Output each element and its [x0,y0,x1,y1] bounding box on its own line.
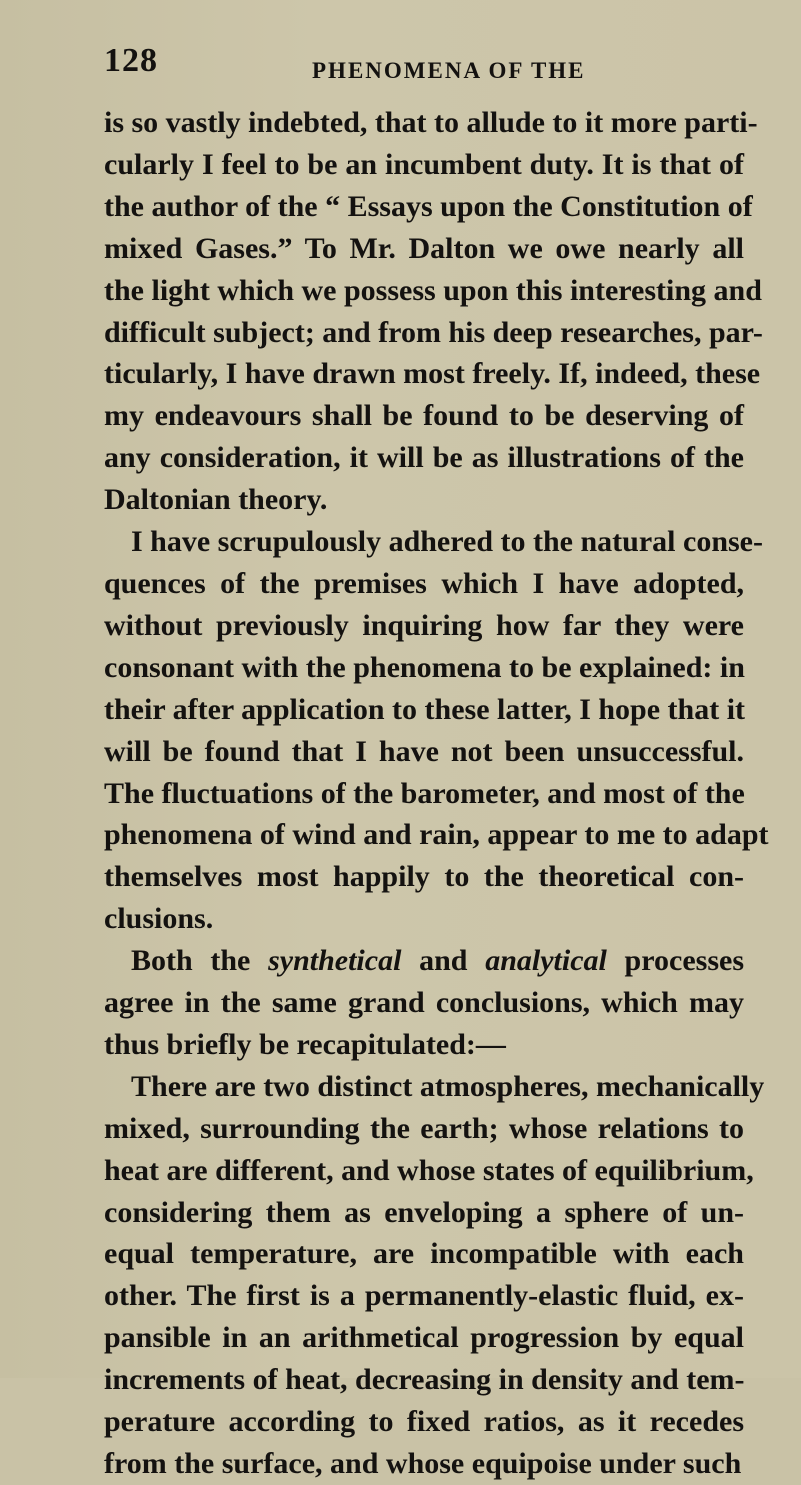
text-line: quences of the premises which I have adopted, [104,566,744,600]
text-line: agree in the same grand conclusions, which may [104,986,744,1020]
paragraph-start-line [104,940,744,982]
text-line: pansible in an arithmetical progression by equal [104,1321,744,1355]
text-fragment: Both the [131,944,269,978]
italic-term-analytical: analytical [485,944,607,978]
text-line: the author of the “ Essays upon the Constitution of [104,189,753,223]
text-fragment: and [401,944,486,978]
text-line: difficult subject; and from his deep researches, par- [104,315,763,349]
text-line: the light which we possess upon this interesting and [104,273,762,307]
paragraph-start-line: I have scrupulously adhered to the natural conse- [131,525,763,559]
text-line: cularly I feel to be an incumbent duty. It is that of [104,147,744,181]
text-line: without previously inquiring how far they were [104,608,744,642]
text-line: their after application to these latter, I hope that it [104,692,746,726]
text-line: ticularly, I have drawn most freely. If, indeed, these [104,357,761,391]
text-line: phenomena of wind and rain, appear to me to adapt [104,818,769,852]
paragraph-start-line: There are two distinct atmospheres, mechanically [131,1069,765,1103]
text-line: mixed Gases.” To Mr. Dalton we owe nearly all [104,231,744,265]
page-number: 128 [104,42,158,79]
text-line: my endeavours shall be found to be deserving of [104,399,744,433]
text-fragment: processes [606,944,744,978]
text-line: from the surface, and whose equipoise under such [104,1447,742,1480]
text-line: consonant with the phenomena to be explained: in [104,650,745,684]
text-line: will be found that I have not been unsuccessful. [104,734,744,768]
text-line: other. The first is a permanently-elastic fluid, ex- [104,1279,744,1313]
text-line: thus briefly be recapitulated:— [104,1027,506,1061]
body-text [104,102,769,1485]
text-line: increments of heat, decreasing in density and tem- [104,1363,745,1397]
text-line: The fluctuations of the barometer, and most of the [104,776,745,810]
text-line: equal temperature, are incompatible with each [104,1237,744,1271]
text-line: is so vastly indebted, that to allude to it more parti- [104,106,758,139]
text-line: considering them as enveloping a sphere of un- [104,1195,744,1229]
italic-term-synthetical: synthetical [268,944,402,978]
text-line: themselves most happily to the theoretical con- [104,860,744,894]
running-head: PHENOMENA OF THE [312,58,586,83]
text-line: any consideration, it will be as illustrations of the [104,441,744,475]
text-line: clusions. [104,902,214,936]
text-line: Daltonian theory. [104,483,328,517]
text-line: perature according to fixed ratios, as it recedes [104,1405,744,1439]
text-line: mixed, surrounding the earth; whose relations to [104,1111,744,1145]
text-line: heat are different, and whose states of equilibrium, [104,1153,754,1187]
